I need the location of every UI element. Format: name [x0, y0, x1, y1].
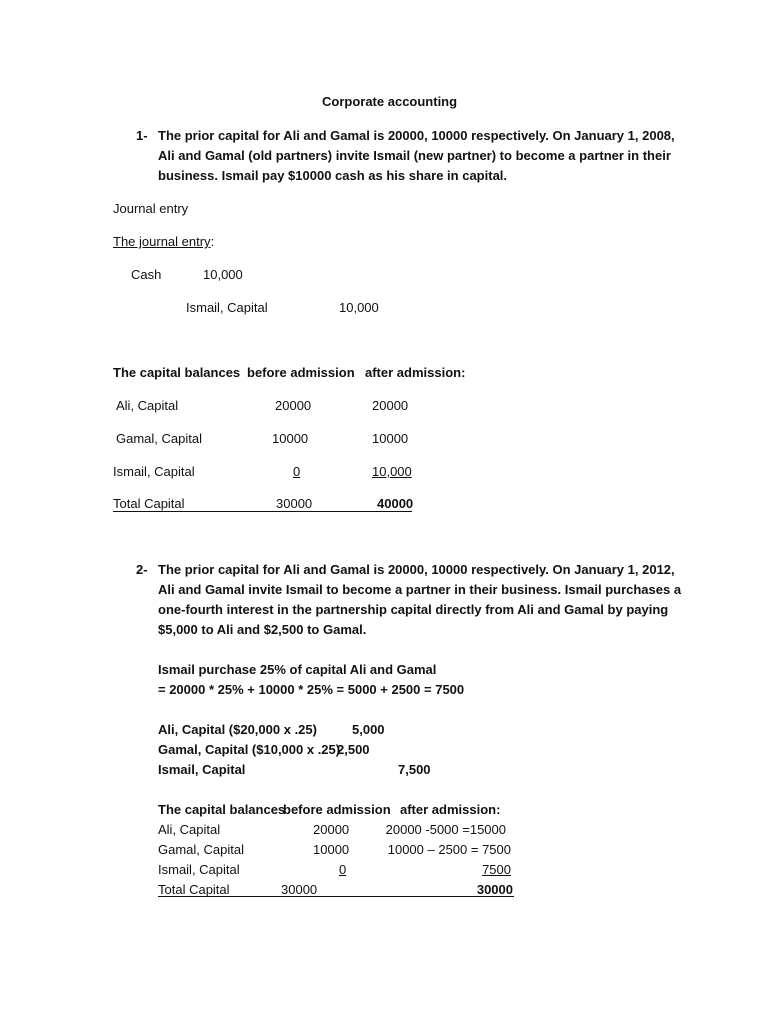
q1-row-account: Ismail, Capital — [113, 464, 195, 479]
q2-row-before: 10000 — [313, 842, 350, 857]
q2-entry-ali-amount: 5,000 — [352, 722, 385, 737]
q1-row-account: Ali, Capital — [116, 398, 179, 413]
q1-balances-header-after: after admission: — [365, 365, 466, 380]
q2-total-before: 30000 — [281, 882, 318, 897]
entry-credit-account: Ismail, Capital — [186, 300, 268, 315]
q1-text-line: Ali and Gamal (old partners) invite Ismail (new partner) to become a partner in their — [158, 148, 671, 163]
q1-total-before: 30000 — [276, 496, 313, 511]
journal-entry-label-text: The journal entry — [113, 234, 211, 249]
q2-row-after: 20000 -5000 =15000 — [385, 822, 506, 837]
q2-row-account: Ismail, Capital — [158, 862, 240, 877]
q2-row-after: 7500 — [482, 862, 511, 877]
entry-debit-amount: 10,000 — [203, 267, 243, 282]
q2-text-line: one-fourth interest in the partnership capital directly from Ali and Gamal by paying — [158, 602, 669, 617]
q1-row-after: 20000 — [372, 398, 409, 413]
q1-row-before: 20000 — [275, 398, 312, 413]
q1-row-before: 10000 — [272, 431, 309, 446]
q2-total-rule — [158, 896, 514, 897]
q1-balances-header-label: The capital balances — [113, 365, 241, 380]
q2-number: 2- — [136, 562, 148, 577]
q1-balances-header-before: before admission — [247, 365, 355, 380]
q1-number: 1- — [136, 128, 148, 143]
q2-row-account: Ali, Capital — [158, 822, 221, 837]
q2-row-after: 10000 – 2500 = 7500 — [387, 842, 511, 857]
q2-text-line: Ali and Gamal invite Ismail to become a partner in their business. Ismail purchases a — [158, 582, 682, 597]
q2-entry-ismail-amount: 7,500 — [398, 762, 431, 777]
journal-entry-label — [113, 232, 214, 252]
q2-text-line: $5,000 to Ali and $2,500 to Gamal. — [158, 622, 367, 637]
q1-text-line: business. Ismail pay $10000 cash as his share in capital. — [158, 168, 508, 183]
q1-total-after: 40000 — [377, 496, 414, 511]
q2-total-after: 30000 — [476, 882, 513, 897]
q2-entry-ali-account: Ali, Capital ($20,000 x .25) — [158, 722, 317, 737]
q1-total-account: Total Capital — [113, 496, 185, 511]
q2-calc-line: = 20000 * 25% + 10000 * 25% = 5000 + 2500 = 7500 — [158, 682, 465, 697]
page-title: Corporate accounting — [322, 94, 458, 109]
q2-text-line: The prior capital for Ali and Gamal is 20000, 10000 respectively. On January 1, 2012, — [158, 562, 675, 577]
q1-total-rule — [113, 511, 412, 512]
q2-entry-gamal-amount: 2,500 — [337, 742, 370, 757]
q1-row-after: 10,000 — [372, 464, 412, 479]
q1-row-after: 10000 — [372, 431, 409, 446]
q2-calc-line: Ismail purchase 25% of capital Ali and Gamal — [158, 662, 437, 677]
q2-row-account: Gamal, Capital — [158, 842, 244, 857]
q2-entry-ismail-account: Ismail, Capital — [158, 762, 246, 777]
entry-debit-account: Cash — [131, 267, 162, 282]
q2-row-before: 0 — [339, 862, 347, 877]
q2-total-account: Total Capital — [158, 882, 230, 897]
q1-row-account: Gamal, Capital — [116, 431, 202, 446]
journal-entry-colon: : — [210, 234, 215, 249]
entry-credit-amount: 10,000 — [339, 300, 379, 315]
q1-text-line: The prior capital for Ali and Gamal is 20000, 10000 respectively. On January 1, 2008, — [158, 128, 675, 143]
q2-row-before: 20000 — [313, 822, 350, 837]
q2-balances-header-before: before admission — [283, 802, 391, 817]
journal-heading: Journal entry — [113, 201, 189, 216]
q2-balances-header-after: after admission: — [400, 802, 501, 817]
q2-entry-gamal-account: Gamal, Capital ($10,000 x .25) — [158, 742, 341, 757]
q2-balances-header-label: The capital balances — [158, 802, 286, 817]
q1-row-before: 0 — [293, 464, 301, 479]
